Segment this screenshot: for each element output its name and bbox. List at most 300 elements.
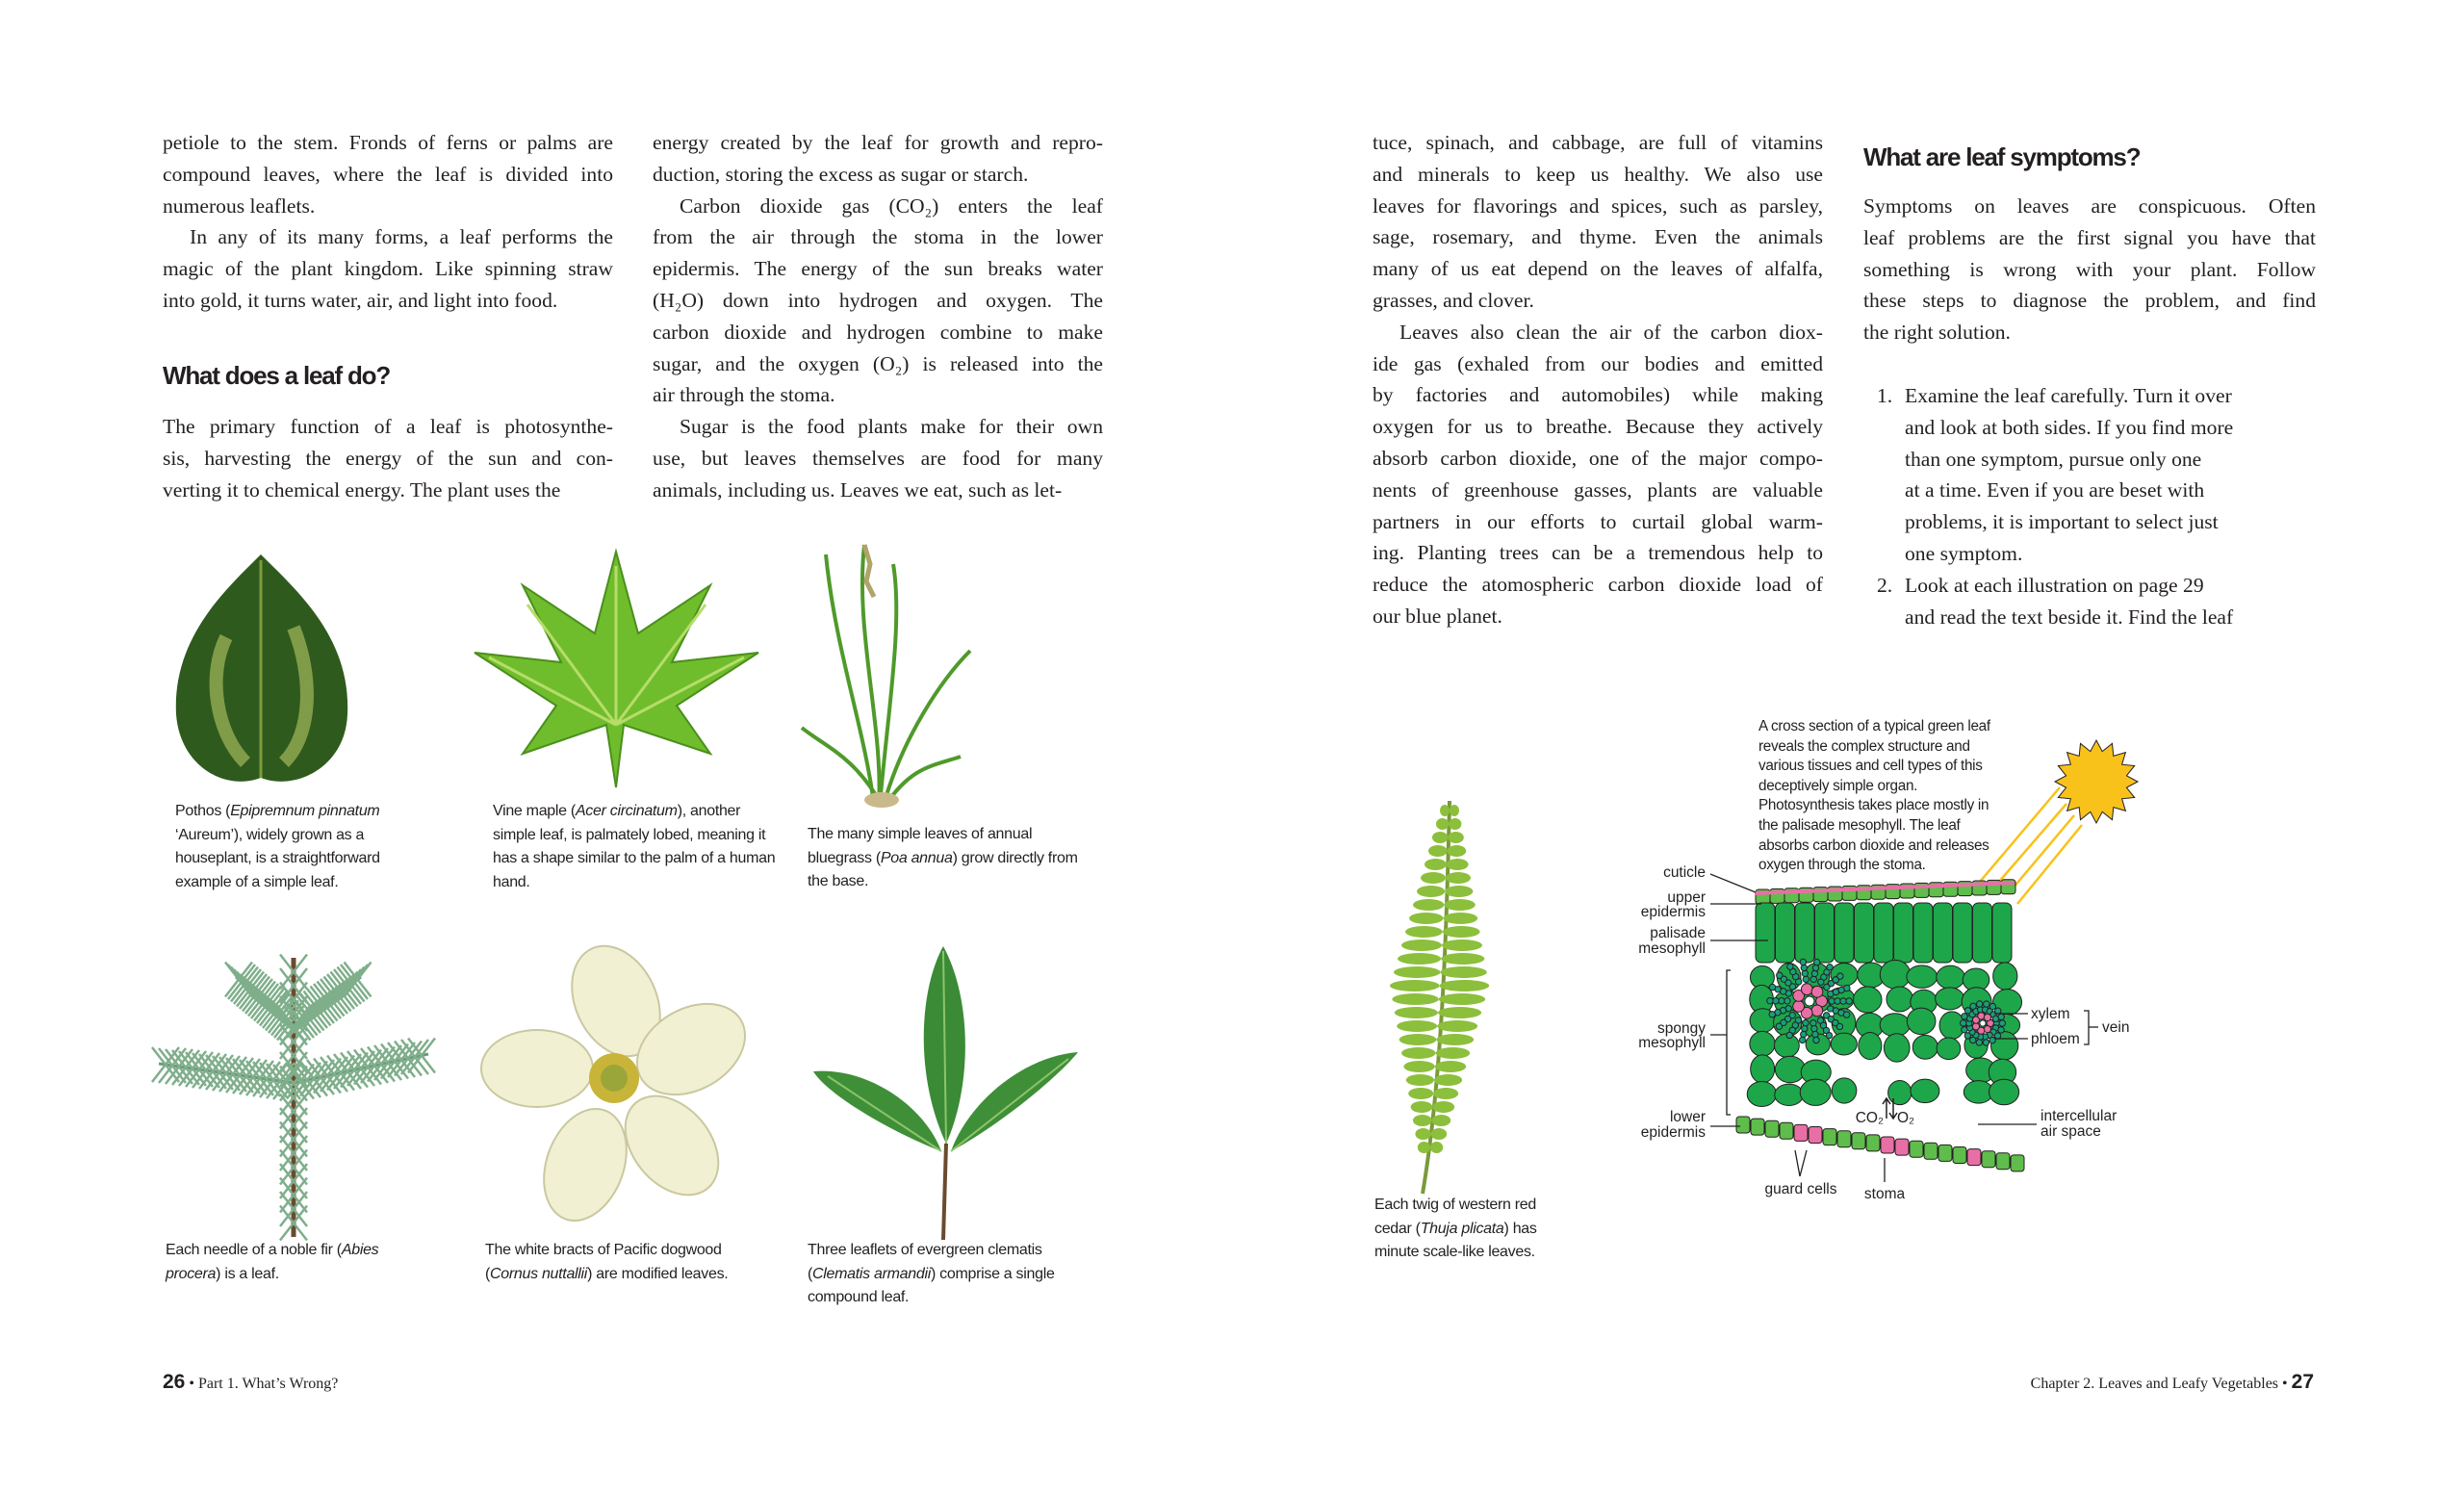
evergreen-clematis-photo [808, 941, 1083, 1242]
caption-text: ) grow directly from the base. [808, 849, 1078, 890]
text-line: sugar, and the oxygen (O₂) is released into the [653, 351, 1103, 375]
cedar-scale-leaf [1403, 1061, 1434, 1072]
lower-epidermis-cell [1866, 1135, 1880, 1151]
text-line: many of us eat depend on the leaves of alfalfa, [1373, 257, 1823, 281]
caption-text: The many simple leaves of annual bluegrass ( [808, 826, 1033, 866]
phloem-cell [1812, 965, 1818, 970]
text-line: epidermis. The energy of the sun breaks water [653, 257, 1103, 281]
label-vein: vein [2102, 1019, 2130, 1036]
lower-epidermis-cell [1953, 1147, 1966, 1164]
palisade-cell [1992, 903, 2012, 963]
spongy-mesophyll-cell [1911, 1079, 1939, 1102]
caption-text: ) has minute scale-like leaves. [1374, 1220, 1537, 1261]
phloem-cell [1962, 1014, 1967, 1019]
phloem-cell [1811, 1025, 1817, 1031]
text-line: Symptoms on leaves are conspicuous. Often [1863, 194, 2316, 218]
footer-right [2031, 1371, 2314, 1394]
phloem-cell [1843, 1012, 1849, 1017]
spongy-mesophyll-cell [1775, 1084, 1804, 1105]
spongy-mesophyll-cell [1907, 965, 1938, 989]
cedar-scale-leaf [1443, 926, 1480, 938]
list-item-line [1863, 475, 2233, 506]
caption-dogwood [485, 1239, 774, 1286]
phloem-cell [1803, 976, 1809, 982]
cedar-scale-leaf [1432, 1115, 1451, 1126]
xylem-vessel [1980, 1020, 1986, 1026]
cedar-scale-leaf [1401, 1047, 1436, 1059]
text-line: leaf problems are the first signal you have that [1863, 225, 2316, 249]
palisade-cell [1835, 903, 1854, 963]
phloem-cell [1784, 998, 1790, 1004]
palisade-cell [1776, 903, 1795, 963]
text-line: compound leaves, where the leaf is divided into [163, 162, 613, 186]
label-palisade-mesophyll-2: mesophyll [1638, 940, 1706, 957]
label-palisade-mesophyll-1: palisade [1650, 925, 1706, 941]
text-line: something is wrong with your plant. Follow [1863, 257, 2316, 281]
lower-epidermis-cell [1823, 1129, 1836, 1145]
phloem-cell [1769, 984, 1775, 990]
phloem-cell [1989, 1003, 1995, 1009]
cedar-scale-leaf [1413, 899, 1444, 911]
list-text: at a time. Even if you are beset with [1905, 478, 2205, 502]
phloem-cell [1776, 1023, 1782, 1029]
phloem-cell [1786, 1032, 1792, 1038]
cedar-scale-leaf [1447, 859, 1469, 870]
list-item-line [1863, 444, 2233, 476]
arrow-up-icon [1883, 1098, 1890, 1119]
cedar-scale-leaf [1450, 805, 1459, 816]
cedar-scale-leaf [1444, 899, 1475, 911]
spongy-mesophyll-cell [1937, 1038, 1961, 1060]
western-red-cedar-photo [1365, 791, 1534, 1196]
caption-species-name: Acer circinatum [575, 803, 678, 819]
text-line: these steps to diagnose the problem, and find [1863, 289, 2316, 313]
palisade-cell [1815, 903, 1835, 963]
phloem-cell [1998, 1027, 2004, 1033]
cedar-scale-leaf [1438, 1007, 1481, 1018]
phloem-cell [1829, 998, 1835, 1004]
xylem-cell [1984, 1014, 1990, 1020]
caption-pothos [175, 800, 430, 894]
phloem-cell [1970, 1037, 1976, 1043]
cedar-scale-leaf [1445, 886, 1473, 897]
phloem-cell [1810, 976, 1816, 982]
caption-text: ) is a leaf. [216, 1265, 279, 1282]
text-line: sage, rosemary, and thyme. Even the animals [1373, 225, 1823, 249]
cedar-scale-leaf [1440, 805, 1450, 816]
palisade-cell [1855, 903, 1874, 963]
label-lower-epidermis-1: lower [1669, 1109, 1706, 1125]
cedar-scale-leaf [1436, 1034, 1474, 1045]
phloem-cell [1994, 1033, 2000, 1039]
palisade-cell [1894, 903, 1913, 963]
palisade-cell [1973, 903, 1992, 963]
phloem-cell [1777, 972, 1783, 978]
label-intercellular-2: air space [2040, 1123, 2101, 1140]
phloem-cell [1964, 1008, 1970, 1014]
cedar-scale-leaf [1421, 872, 1446, 884]
cedar-scale-leaf [1413, 1115, 1432, 1126]
annual-bluegrass-photo [797, 535, 980, 810]
cedar-scale-leaf [1397, 1020, 1437, 1032]
list-text: one symptom. [1905, 541, 2023, 565]
cedar-scale-leaf [1406, 1074, 1434, 1086]
text-line: In any of its many forms, a leaf performs the [190, 225, 613, 249]
list-text: Look at each illustration on page 29 [1905, 573, 2204, 597]
label-spongy-mesophyll-1: spongy [1657, 1020, 1706, 1037]
xylem-cell [1811, 1005, 1823, 1017]
spongy-mesophyll-cell [1747, 1081, 1776, 1106]
label-lower-epidermis-2: epidermis [1640, 1124, 1706, 1141]
lower-epidermis-cell [1780, 1122, 1793, 1139]
text-line: Leaves also clean the air of the carbon diox- [1399, 320, 1823, 344]
page-number-right: 27 [2291, 1371, 2314, 1393]
cedar-scale-leaf [1434, 1074, 1462, 1086]
phloem-cell [1810, 1020, 1816, 1026]
cedar-scale-leaf [1442, 940, 1482, 951]
list-text: Examine the leaf carefully. Turn it over [1905, 384, 2232, 407]
cedar-scale-leaf [1444, 913, 1478, 924]
text-line: leaves for flavorings and spices, such as parsley, [1373, 193, 1823, 218]
xylem-vessel [1805, 996, 1814, 1006]
pothos-leaf-photo [168, 551, 353, 793]
text-line: from the air through the stoma in the lower [653, 225, 1103, 249]
list-text: problems, it is important to select just [1905, 510, 2219, 534]
caption-text: Three leaflets of evergreen clematis ( [808, 1242, 1042, 1282]
caption-species-name: Abies procera [166, 1242, 379, 1282]
cedar-scale-leaf [1440, 980, 1490, 991]
phloem-cell [1773, 998, 1779, 1004]
text-line: petiole to the stem. Fronds of ferns or palms are [163, 131, 613, 154]
spongy-mesophyll-cell [1831, 1033, 1857, 1055]
text-line: The primary function of a leaf is photosynthe- [163, 415, 613, 438]
spongy-mesophyll-cell [1800, 1079, 1831, 1105]
text-line: (H₂O) down into hydrogen and oxygen. The [653, 288, 1103, 312]
text-line: carbon dioxide and hydrogen combine to make [653, 320, 1103, 344]
phloem-cell [1840, 998, 1846, 1004]
text-line: nents of greenhouse gasses, plants are valuable [1373, 477, 1823, 502]
caption-text: ‘Aureum’), widely grown as a houseplant, is a straightforward example of a simple leaf. [175, 826, 380, 890]
list-item-line [1863, 506, 2233, 538]
page-number-left: 26 [163, 1371, 186, 1393]
cedar-scale-leaf [1415, 1128, 1430, 1140]
pacific-dogwood-flower-photo [489, 943, 744, 1232]
list-item-line [1863, 538, 2233, 570]
phloem-cell [1802, 970, 1808, 976]
noble-fir-photo [149, 948, 438, 1242]
text-line: energy created by the leaf for growth and repro- [653, 131, 1103, 154]
phloem-cell [1813, 1037, 1819, 1043]
list-text: and read the text beside it. Find the leaf [1905, 605, 2234, 629]
text-line: absorb carbon dioxide, one of the major compo- [1373, 446, 1823, 470]
spongy-mesophyll-cell [1886, 987, 1913, 1012]
text-line: magic of the plant kingdom. Like spinning straw [163, 257, 613, 281]
cedar-scale-leaf [1431, 1128, 1447, 1140]
caption-species-name: Cornus nuttallii [490, 1265, 588, 1282]
phloem-cell [1844, 985, 1850, 991]
cedar-scale-leaf [1432, 1101, 1454, 1113]
diagnosis-steps-list [1863, 380, 2233, 632]
text-line: duction, storing the excess as sugar or starch. [653, 162, 1029, 186]
text-line: use, but leaves themselves are food for many [653, 446, 1103, 470]
footer-bullet: • [2282, 1376, 2288, 1392]
xylem-cell [1984, 1025, 1990, 1032]
sun-shape [2055, 740, 2138, 823]
spongy-mesophyll-cell [1832, 1078, 1857, 1103]
caption-noble-fir [166, 1239, 425, 1286]
palisade-cell [1874, 903, 1893, 963]
caption-western-red-cedar [1374, 1194, 1548, 1265]
cedar-scale-leaf [1394, 966, 1440, 978]
cedar-scale-leaf [1395, 1007, 1438, 1018]
phloem-cell [1826, 1032, 1832, 1038]
xylem-cell [1793, 1001, 1805, 1013]
footer-chapter: Chapter 2. Leaves and Leafy Vegetables [2030, 1376, 2279, 1392]
label-co2: CO₂ [1855, 1110, 1884, 1126]
xylem-cell [1801, 984, 1812, 995]
text-line: sis, harvesting the energy of the sun and con- [163, 446, 613, 470]
right-column-1 [1373, 127, 1823, 632]
phloem-cell [1976, 1040, 1982, 1045]
phloem-cell [1779, 998, 1784, 1004]
caption-text: Each needle of a noble fir ( [166, 1242, 342, 1258]
palisade-cell [1913, 903, 1933, 963]
spongy-mesophyll-cell [1937, 965, 1964, 989]
lower-epidermis-cell [1736, 1117, 1750, 1133]
spongy-mesophyll-cell [1880, 960, 1911, 989]
text-line: grasses, and clover. [1373, 288, 1534, 312]
spongy-mesophyll-cell [1880, 1014, 1910, 1037]
phloem-cell [1769, 1012, 1775, 1017]
cedar-scale-leaf [1435, 1061, 1466, 1072]
cedar-scale-leaf [1409, 913, 1444, 924]
lower-epidermis-cell [1982, 1151, 1995, 1168]
text-line: by factories and automobiles) while making [1373, 383, 1823, 407]
caption-text: ), another simple leaf, is palmately lobed, meaning it has a shape similar to the palm of a human hand. [493, 803, 776, 890]
text-line: our blue planet. [1373, 604, 1502, 628]
label-o2: O₂ [1897, 1110, 1915, 1126]
list-text: than one symptom, pursue only one [1905, 447, 2202, 471]
spongy-mesophyll-cell [1912, 1035, 1938, 1059]
text-line: Sugar is the food plants make for their own [680, 415, 1103, 439]
phloem-cell [1970, 1003, 1976, 1009]
phloem-cell [1827, 964, 1833, 969]
cedar-scale-leaf [1448, 845, 1467, 857]
palisade-cell [1795, 903, 1814, 963]
section-heading-what-does-a-leaf-do: What does a leaf do? [163, 361, 391, 390]
phloem-cell [1836, 1023, 1842, 1029]
caption-species-name: Epipremnum pinnatum [230, 803, 380, 819]
vine-maple-leaf-photo [470, 547, 763, 792]
text-line: animals, including us. Leaves we eat, such as let- [653, 477, 1063, 502]
lower-epidermis-cell [1765, 1120, 1779, 1137]
phloem-cell [1813, 959, 1819, 965]
lower-epidermis-cell [1924, 1143, 1938, 1159]
cedar-scale-leaf [1446, 872, 1471, 884]
leaf-cross-section-diagram [1638, 712, 2348, 1309]
phloem-cell [1811, 970, 1817, 976]
list-item-line [1863, 570, 2233, 602]
cedar-scale-leaf [1405, 926, 1443, 938]
phloem-cell [1999, 1020, 2005, 1026]
cedar-scale-leaf [1408, 1088, 1433, 1099]
label-phloem: phloem [2031, 1031, 2080, 1047]
phloem-cell [1767, 997, 1773, 1003]
footer-left [163, 1371, 338, 1394]
xylem-cell [1978, 1013, 1985, 1019]
guard-cell [1809, 1127, 1822, 1144]
palisade-cell [1953, 903, 1972, 963]
symptoms-intro [1863, 191, 2316, 348]
lower-epidermis-cell [1910, 1141, 1923, 1157]
cedar-scale-leaf [1417, 886, 1445, 897]
caption-text: Pothos ( [175, 803, 231, 819]
label-upper-epidermis-2: epidermis [1640, 904, 1706, 920]
spongy-mesophyll-cell [1936, 988, 1964, 1010]
spongy-mesophyll-cell [1993, 963, 2017, 990]
guard-cell [1967, 1149, 1981, 1166]
phloem-cell [1787, 964, 1793, 969]
caption-text: The white bracts of Pacific dogwood ( [485, 1242, 722, 1282]
phloem-cell [1998, 1014, 2004, 1019]
spongy-mesophyll-cell [1989, 1079, 2018, 1105]
cedar-scale-leaf [1398, 953, 1441, 965]
lower-epidermis-cell [1996, 1153, 2010, 1170]
text-line: reduce the atomospheric carbon dioxide load of [1373, 573, 1823, 597]
spongy-mesophyll-cell [1775, 1056, 1805, 1082]
phloem-cell [1812, 1031, 1818, 1037]
cedar-scale-leaf [1439, 993, 1485, 1005]
cedar-scale-leaf [1432, 832, 1448, 843]
caption-species-name: Clematis armandii [812, 1265, 931, 1282]
cedar-scale-leaf [1441, 953, 1484, 965]
phloem-cell [1799, 1037, 1805, 1043]
lower-epidermis-cell [1938, 1145, 1952, 1161]
phloem-cell [1835, 998, 1840, 1004]
phloem-cell [1803, 1020, 1809, 1026]
caption-vine-maple [493, 800, 782, 894]
sun-icon [2055, 740, 2138, 823]
phloem-cell [1984, 1001, 1989, 1007]
footer-section: Part 1. What’s Wrong? [197, 1376, 339, 1392]
guard-cell [1794, 1124, 1808, 1141]
phloem-cell [1801, 965, 1807, 970]
caption-clematis [808, 1239, 1106, 1310]
palisade-cell [1934, 903, 1953, 963]
lower-epidermis-cell [1837, 1131, 1851, 1147]
list-number: 1. [1877, 384, 1893, 407]
text-line: oxygen for us to breathe. Because they actively [1373, 415, 1823, 439]
cedar-scale-leaf [1430, 1142, 1443, 1153]
left-column-1-body [163, 411, 613, 505]
label-xylem: xylem [2031, 1006, 2070, 1022]
xylem-cell [1972, 1023, 1979, 1030]
palisade-cell [1756, 903, 1775, 963]
cedar-scale-leaf [1437, 1020, 1477, 1032]
text-line: partners in our efforts to curtail global warm- [1373, 509, 1823, 533]
cedar-scale-leaf [1390, 980, 1440, 991]
lower-epidermis-cell [1751, 1119, 1764, 1135]
phloem-cell [1962, 1027, 1967, 1033]
guard-cell [1895, 1139, 1909, 1155]
label-spongy-mesophyll-2: mesophyll [1638, 1035, 1706, 1051]
caption-text: Each twig of western red cedar ( [1374, 1197, 1536, 1237]
lower-epidermis-cell [1852, 1133, 1865, 1149]
text-line: verting it to chemical energy. The plant uses the [163, 477, 561, 502]
footer-bullet: • [189, 1376, 194, 1392]
label-upper-epidermis-1: upper [1667, 889, 1706, 906]
diagram-caption: A cross section of a typical green leaf reveals the complex structure and various tissues and cell types of this deceptively simple organ. Photosynthesis takes place mostly in the palisade mesophyll. The leaf absorbs carbon dioxide and releases oxygen through the stoma. [1758, 718, 1990, 874]
left-column-2 [653, 127, 1103, 506]
list-text: and look at both sides. If you find more [1905, 415, 2234, 439]
text-line: numerous leaflets. [163, 193, 316, 218]
cedar-scale-leaf [1418, 1142, 1430, 1153]
left-column-1-top [163, 127, 613, 317]
text-line: Carbon dioxide gas (CO₂) enters the leaf [680, 193, 1103, 218]
text-line: ide gas (exhaled from our bodies and emitted [1373, 351, 1823, 375]
phloem-cell [1800, 959, 1806, 965]
guard-cell [1881, 1137, 1894, 1153]
text-line: air through the stoma. [653, 383, 835, 407]
xylem-cell [1811, 986, 1823, 997]
cedar-scale-leaf [1440, 966, 1486, 978]
caption-text: Vine maple ( [493, 803, 576, 819]
caption-text: ) comprise a single compound leaf. [808, 1265, 1055, 1306]
caption-text: ) are modified leaves. [587, 1265, 729, 1282]
label-guard-cells: guard cells [1764, 1181, 1837, 1197]
phloem-cell [1801, 1031, 1807, 1037]
spongy-mesophyll-cell [1859, 1032, 1882, 1059]
text-line: the right solution. [1863, 321, 2011, 345]
list-item-line [1863, 412, 2233, 444]
text-line: tuce, spinach, and cabbage, are full of vitamins [1373, 131, 1823, 154]
phloem-cell [1846, 998, 1852, 1004]
phloem-cell [1961, 1020, 1966, 1026]
caption-species-name: Thuja plicata [1420, 1220, 1504, 1237]
phloem-cell [1983, 1040, 1989, 1045]
cedar-scale-leaf [1436, 1047, 1471, 1059]
spongy-mesophyll-cell [1888, 1081, 1912, 1105]
spongy-mesophyll-cell [1884, 1034, 1910, 1062]
phloem-cell [1802, 1025, 1808, 1031]
caption-species-name: Poa annua [880, 849, 953, 866]
list-number: 2. [1877, 573, 1893, 597]
label-stoma: stoma [1863, 1186, 1906, 1202]
spongy-mesophyll-cell [1907, 1008, 1936, 1035]
section-heading-leaf-symptoms: What are leaf symptoms? [1863, 142, 2141, 171]
cedar-scale-leaf [1449, 818, 1461, 830]
spongy-mesophyll-cell [1751, 1055, 1775, 1083]
cedar-scale-leaf [1399, 1034, 1437, 1045]
text-line: into gold, it turns water, air, and light into food. [163, 288, 558, 312]
text-line: ing. Planting trees can be a tremendous help to [1373, 541, 1823, 565]
cedar-scale-leaf [1411, 1101, 1433, 1113]
label-intercellular-1: intercellular [2040, 1108, 2118, 1124]
lower-epidermis-cell [2011, 1155, 2024, 1171]
cedar-scale-leaf [1428, 845, 1448, 857]
cedar-scale-leaf [1424, 859, 1447, 870]
caption-bluegrass [808, 823, 1087, 894]
phloem-cell [1977, 1001, 1983, 1007]
cedar-scale-leaf [1392, 993, 1438, 1005]
cedar-scale-leaf [1448, 832, 1463, 843]
list-item-line [1863, 380, 2233, 412]
cedar-scale-leaf [1433, 1088, 1458, 1099]
cedar-scale-leaf [1401, 940, 1442, 951]
cedar-scale-leaf [1436, 818, 1449, 830]
text-line: and minerals to keep us healthy. We also use [1373, 162, 1823, 186]
phloem-cell [1964, 1033, 1970, 1039]
